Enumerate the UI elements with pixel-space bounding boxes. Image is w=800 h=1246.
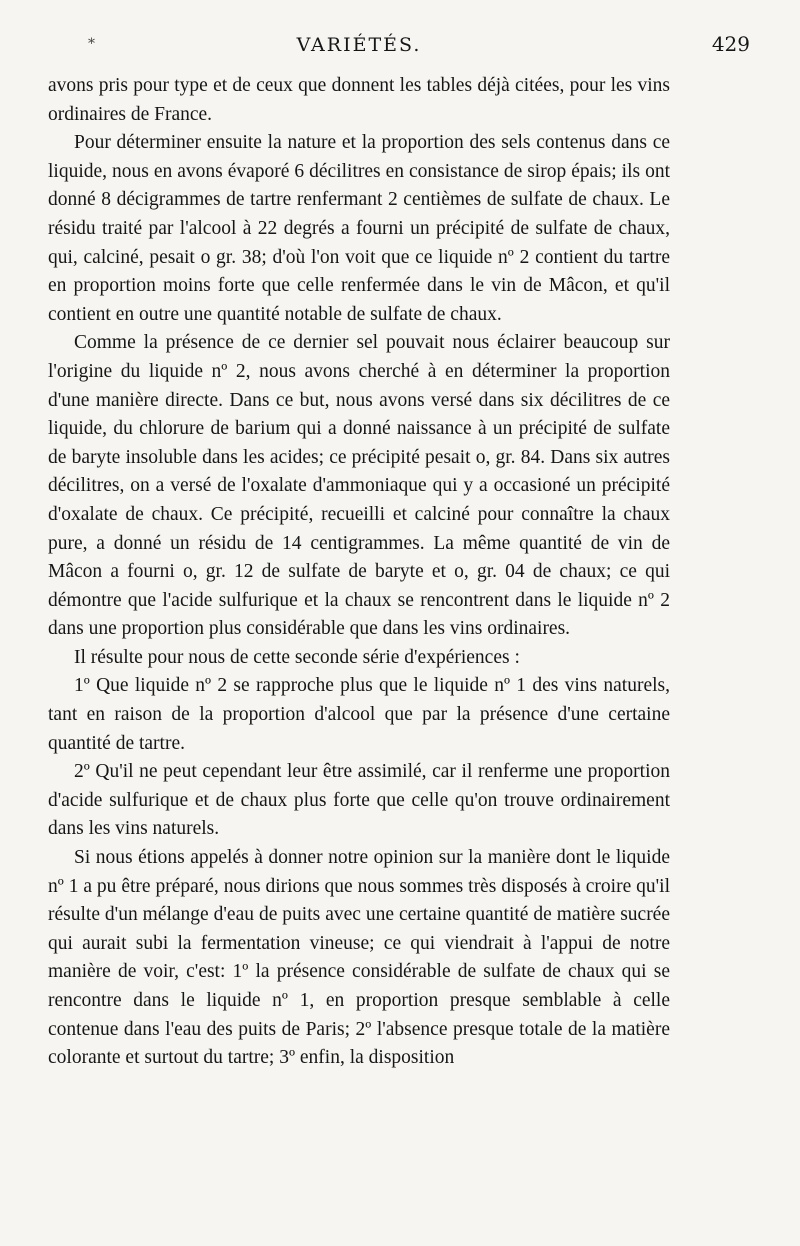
paragraph-1: avons pris pour type et de ceux que donnent les tables déjà citées, pour les vins ordinaires de France. [48,75,670,125]
paragraph-7: Si nous étions appelés à donner notre opinion sur la manière dont le liquide nº 1 a pu être préparé, nous dirions que nous sommes très disposés à croire qu'il résulte d'un mélange d'eau de puits avec une certaine quantité de matière sucrée qui aurait subi la fermentation vineuse; ce qui viendrait à l'appui de notre manière de voir, c'est: 1º la présence considérable de sulfate de chaux qui se rencontre dans le liquide nº 1, en proportion presque semblable à celle contenue dans l'eau des puits de Paris; 2º l'absence presque totale de la matière colorante et surtout du tartre; 3º enfin, la disposition [48,847,670,1069]
page-header [48,28,750,68]
page-number: 429 [711,32,750,56]
paragraph-3: Comme la présence de ce dernier sel pouvait nous éclairer beaucoup sur l'origine du liquide nº 2, nous avons cherché à en déterminer la proportion d'une manière directe. Dans ce but, nous avons versé dans six décilitres de ce liquide, du chlorure de barium qui a donné naissance à un précipité de sulfate de baryte insoluble dans les acides; ce précipité pesait o, gr. 84. Dans six autres décilitres, on a versé de l'oxalate d'ammoniaque qui y a occasioné un précipité d'oxalate de chaux. Ce précipité, recueilli et calciné pour connaître la chaux pure, a donné un résidu de 14 centigrammes. La même quantité de vin de Mâcon a fourni o, gr. 12 de sulfate de baryte et o, gr. 04 de chaux; ce qui démontre que l'acide sulfurique et la chaux se rencontrent dans le liquide nº 2 dans une proportion plus considérable que dans les vins ordinaires. [48,332,670,640]
text-body [48,72,670,1073]
ornament-mark: * [88,36,95,52]
running-title: VARIÉTÉS. [296,34,422,56]
paragraph-2: Pour déterminer ensuite la nature et la proportion des sels contenus dans ce liquide, nous en avons évaporé 6 décilitres en consistance de sirop épais; ils ont donné 8 décigrammes de tartre renfermant 2 centièmes de sulfate de chaux. Le résidu traité par l'alcool à 22 degrés a fourni un précipité de sulfate de chaux, qui, calciné, pesait o gr. 38; d'où l'on voit que ce liquide nº 2 contient du tartre en proportion moins forte que celle renfermée dans le vin de Mâcon, et qu'il contient en outre une quantité notable de sulfate de chaux. [48,132,670,325]
paragraph-5: 1º Que liquide nº 2 se rapproche plus que le liquide nº 1 des vins naturels, tant en raison de la proportion d'alcool que par la présence d'une certaine quantité de tartre. [48,675,670,754]
paragraph-4: Il résulte pour nous de cette seconde série d'expériences : [74,646,520,668]
paragraph-6: 2º Qu'il ne peut cependant leur être assimilé, car il renferme une proportion d'acide sulfurique et de chaux plus forte que celle qu'on trouve ordinairement dans les vins naturels. [48,761,670,840]
